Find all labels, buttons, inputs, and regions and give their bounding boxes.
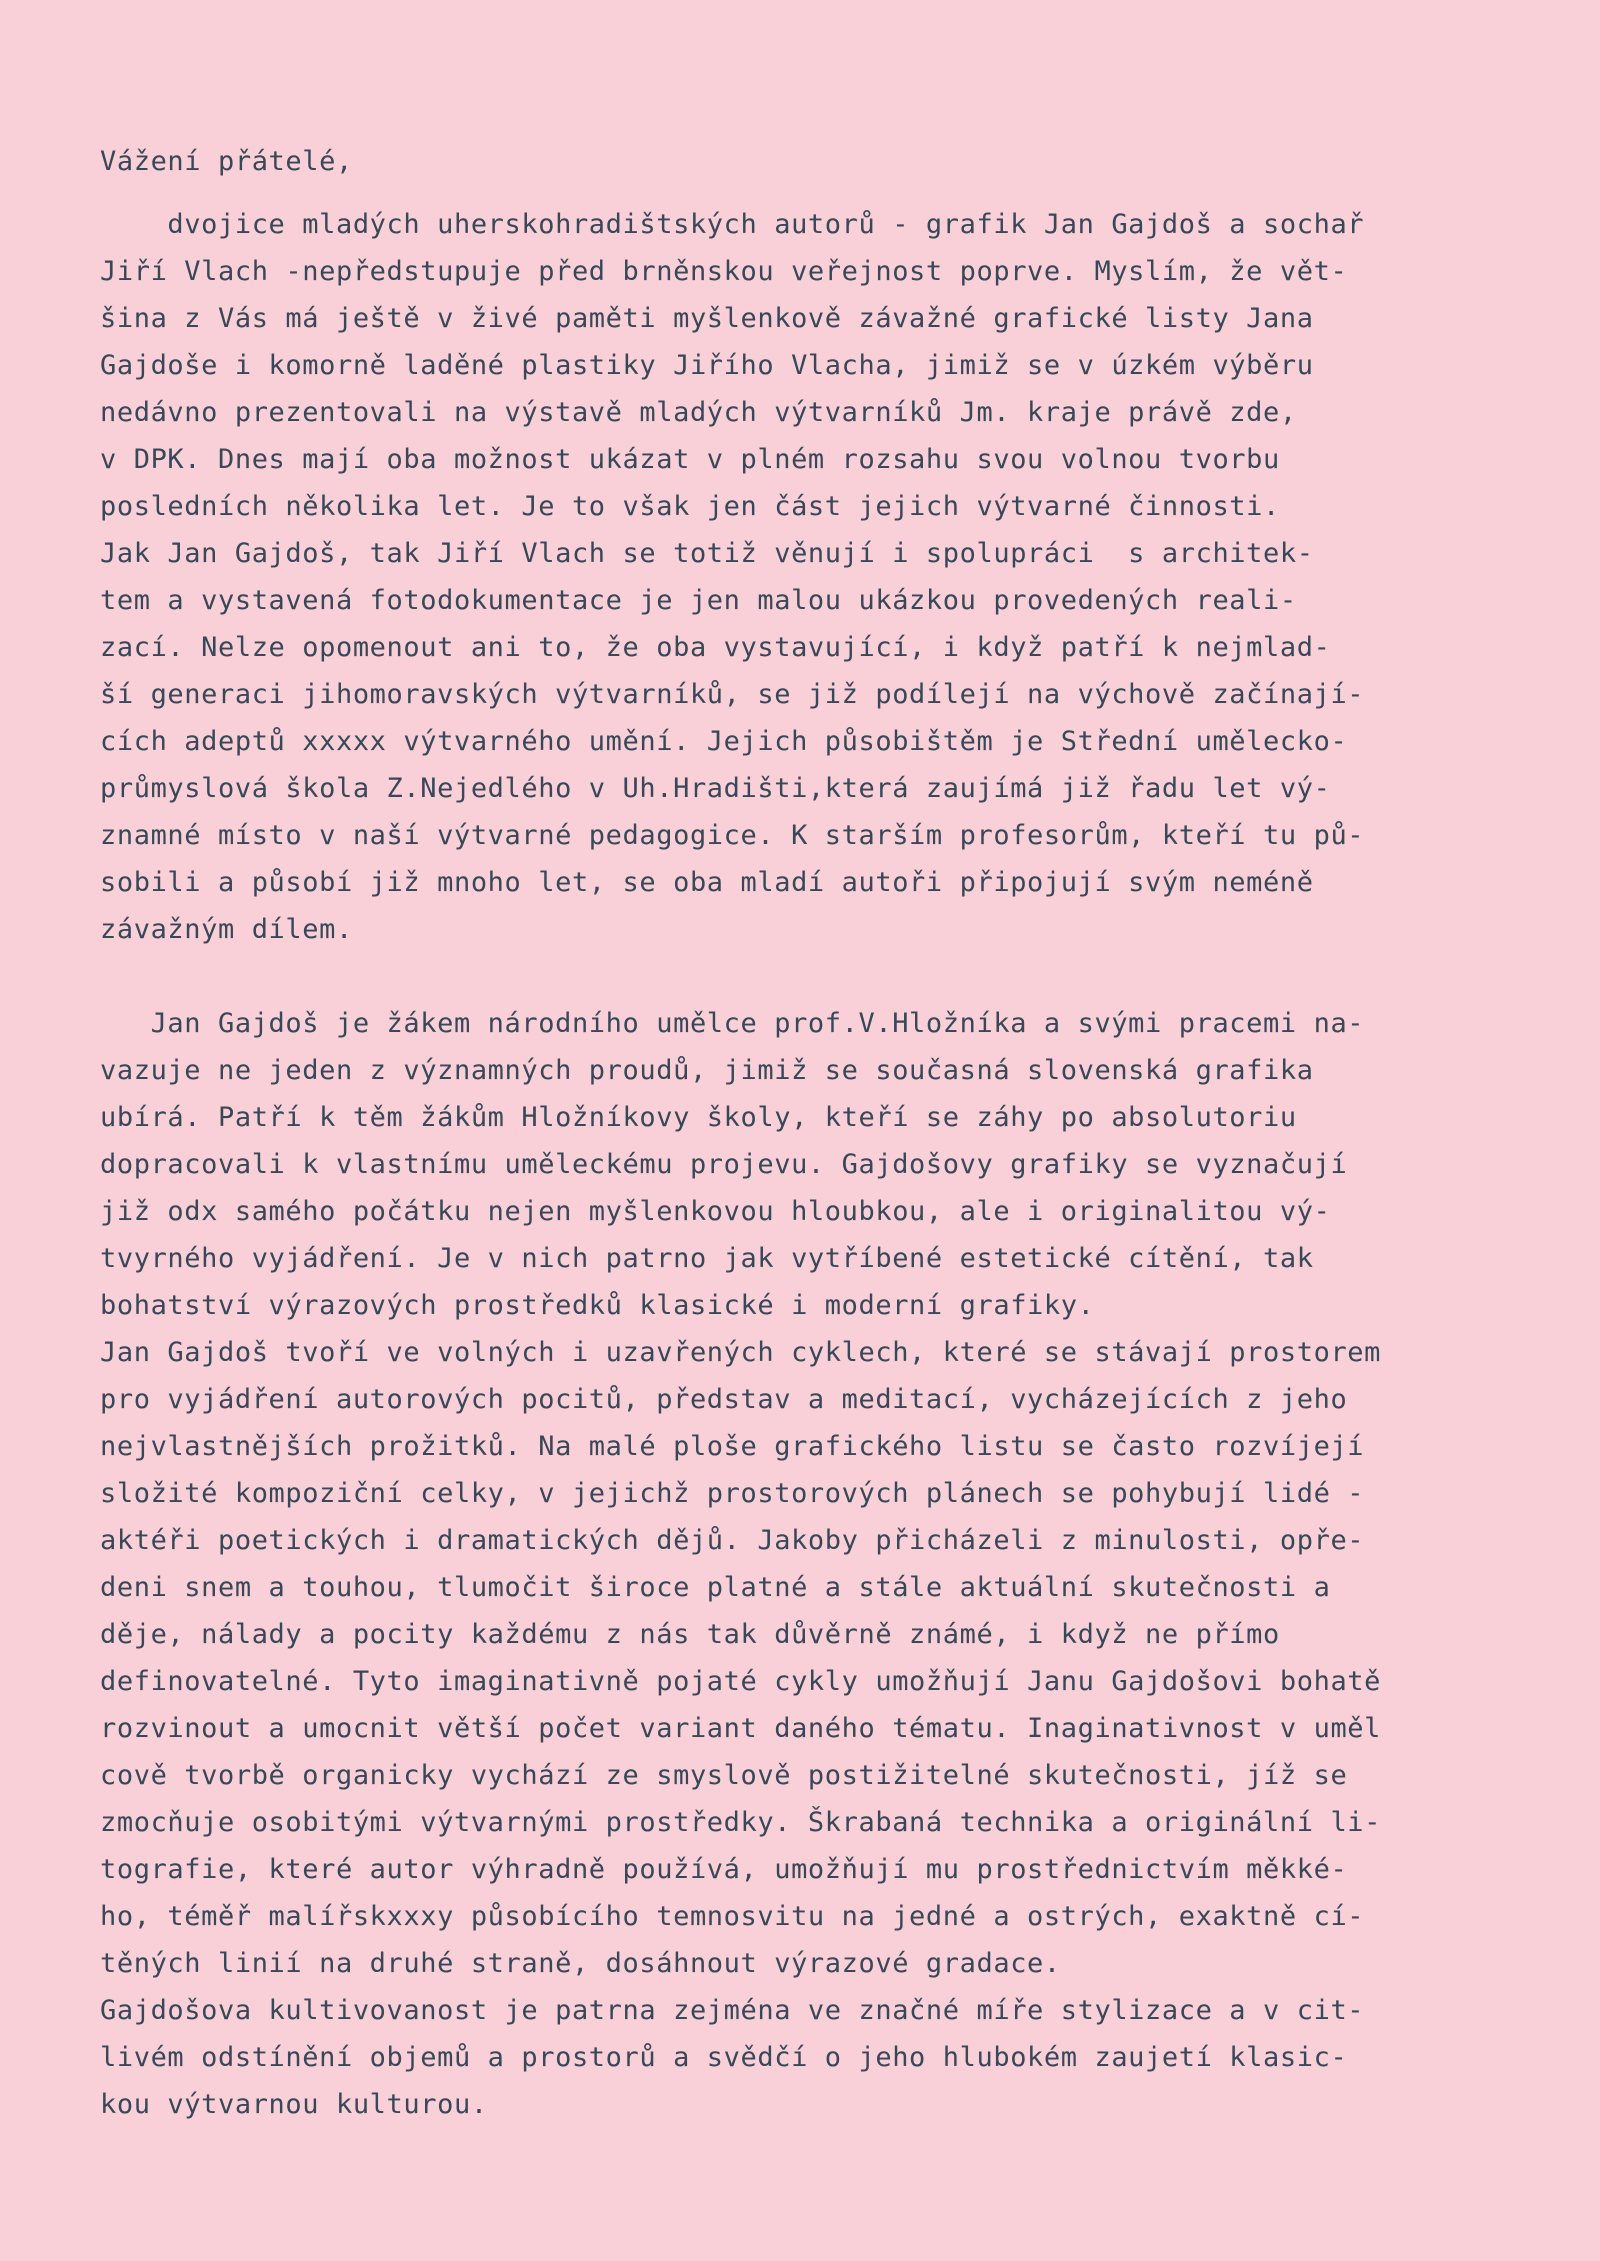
text-line: cově tvorbě organicky vychází ze smyslově postižitelné skutečnosti, jíž se: [100, 1760, 1348, 1791]
text-line: posledních několika let. Je to však jen část jejich výtvarné činnosti.: [100, 491, 1280, 522]
text-line: dopracovali k vlastnímu uměleckému projevu. Gajdošovy grafiky se vyznačují: [100, 1149, 1348, 1180]
text-line: tem a vystavená fotodokumentace je jen malou ukázkou provedených reali-: [100, 585, 1297, 616]
text-line: definovatelné. Tyto imaginativně pojaté cykly umožňují Janu Gajdošovi bohatě: [100, 1666, 1382, 1697]
text-line: dvojice mladých uherskohradištských autorů - grafik Jan Gajdoš a sochař: [100, 209, 1365, 240]
text-line: aktéři poetických i dramatických dějů. Jakoby přicházeli z minulosti, opře-: [100, 1525, 1365, 1556]
text-line: nejvlastnějších prožitků. Na malé ploše grafického listu se často rozvíjejí: [100, 1431, 1365, 1462]
text-line: sobili a působí již mnoho let, se oba mladí autoři připojují svým neméně: [100, 867, 1314, 898]
text-line: cích adeptů xxxxx výtvarného umění. Jejich působištěm je Střední umělecko-: [100, 726, 1348, 757]
text-line: již odx samého počátku nejen myšlenkovou hloubkou, ale i originalitou vý-: [100, 1196, 1331, 1227]
text-line: v DPK. Dnes mají oba možnost ukázat v plném rozsahu svou volnou tvorbu: [100, 444, 1280, 475]
text-line: bohatství výrazových prostředků klasické i moderní grafiky.: [100, 1290, 1095, 1321]
text-line: složité kompoziční celky, v jejichž prostorových plánech se pohybují lidé -: [100, 1478, 1365, 1509]
text-line: těných linií na druhé straně, dosáhnout výrazové gradace.: [100, 1948, 1061, 1979]
text-line: ubírá. Patří k těm žákům Hložníkovy školy, kteří se záhy po absolutoriu: [100, 1102, 1297, 1133]
text-line: livém odstínění objemů a prostorů a svědčí o jeho hlubokém zaujetí klasic-: [100, 2042, 1348, 2073]
text-line: Gajdošova kultivovanost je patrna zejména ve značné míře stylizace a v cit-: [100, 1995, 1365, 2026]
text-line: rozvinout a umocnit větší počet variant daného tématu. Inaginativnost v uměl: [100, 1713, 1382, 1744]
text-line: Jan Gajdoš tvoří ve volných i uzavřených cyklech, které se stávají prostorem: [100, 1337, 1382, 1368]
text-line: tvyrného vyjádření. Je v nich patrno jak vytříbené estetické cítění, tak: [100, 1243, 1314, 1274]
text-line: nedávno prezentovali na výstavě mladých výtvarníků Jm. kraje právě zde,: [100, 397, 1297, 428]
text-line: závažným dílem.: [100, 914, 353, 945]
text-line: děje, nálady a pocity každému z nás tak důvěrně známé, i když ne přímo: [100, 1619, 1280, 1650]
text-line: Jak Jan Gajdoš, tak Jiří Vlach se totiž věnují i spolupráci s architek-: [100, 538, 1314, 569]
text-line: zmocňuje osobitými výtvarnými prostředky. Škrabaná technika a originální li-: [100, 1807, 1382, 1838]
text-line: vazuje ne jeden z významných proudů, jimiž se současná slovenská grafika: [100, 1055, 1314, 1086]
text-line: Jiří Vlach -nepředstupuje před brněnskou veřejnost poprve. Myslím, že vět-: [100, 256, 1348, 287]
text-line: zací. Nelze opomenout ani to, že oba vystavující, i když patří k nejmlad-: [100, 632, 1331, 663]
text-line: pro vyjádření autorových pocitů, představ a meditací, vycházejících z jeho: [100, 1384, 1348, 1415]
text-line: ší generaci jihomoravských výtvarníků, se již podílejí na výchově začínají-: [100, 679, 1365, 710]
text-line: tografie, které autor výhradně používá, umožňují mu prostřednictvím měkké-: [100, 1854, 1348, 1885]
text-line: kou výtvarnou kulturou.: [100, 2089, 488, 2120]
text-line: ho, téměř malířskxxxy působícího temnosvitu na jedné a ostrých, exaktně cí-: [100, 1901, 1365, 1932]
text-line: průmyslová škola Z.Nejedlého v Uh.Hradišti,která zaujímá již řadu let vý-: [100, 773, 1331, 804]
text-line: Gajdoše i komorně laděné plastiky Jiřího Vlacha, jimiž se v úzkém výběru: [100, 350, 1314, 381]
text-line-salutation: Vážení přátelé,: [100, 146, 353, 177]
text-line: znamné místo v naší výtvarné pedagogice. K starším profesorům, kteří tu pů-: [100, 820, 1365, 851]
text-line: šina z Vás má ještě v živé paměti myšlenkově závažné grafické listy Jana: [100, 303, 1314, 334]
text-line: Jan Gajdoš je žákem národního umělce prof.V.Hložníka a svými pracemi na-: [100, 1008, 1365, 1039]
text-line: deni snem a touhou, tlumočit široce platné a stále aktuální skutečnosti a: [100, 1572, 1331, 1603]
